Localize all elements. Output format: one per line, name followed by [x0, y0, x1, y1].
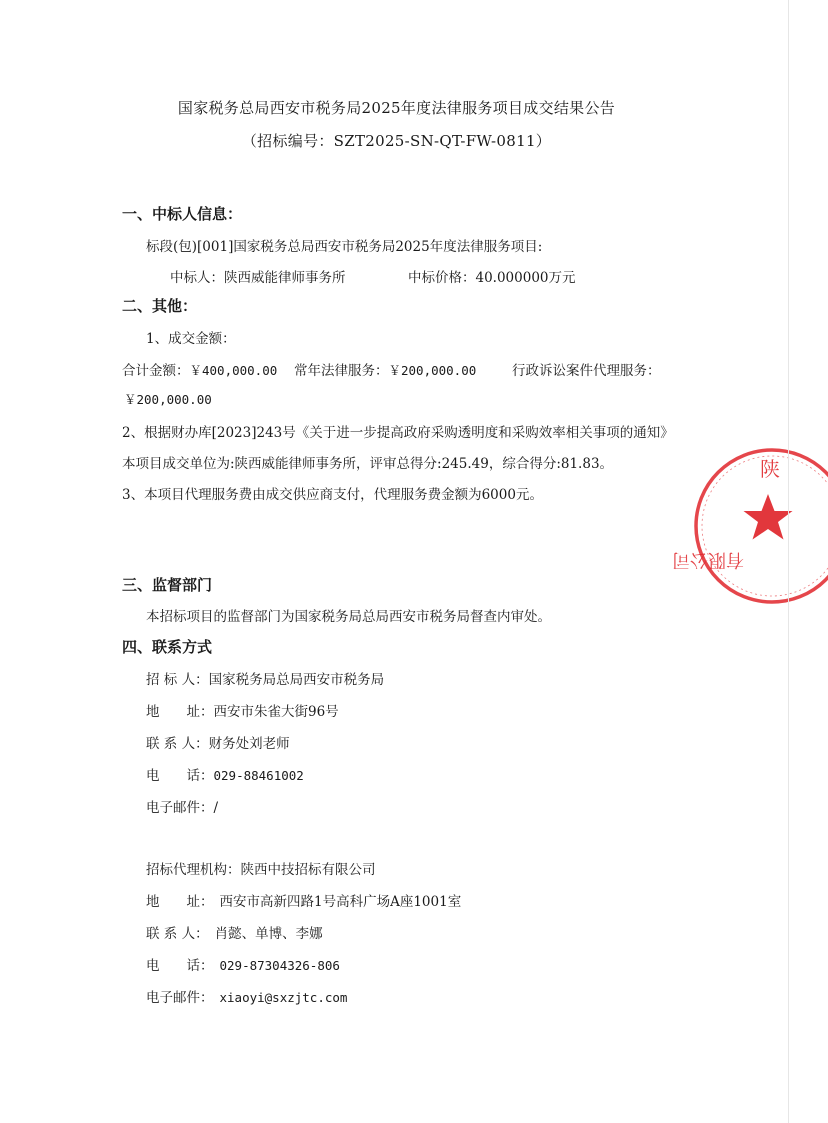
agency-phone: 029-87304326-806 — [219, 958, 340, 973]
lot-line: 标段(包)[001]国家税务总局西安市税务局2025年度法律服务项目: — [146, 239, 543, 255]
buyer-name-label: 招 标 人： — [146, 672, 209, 688]
item3-line: 3、本项目代理服务费由成交供应商支付，代理服务费金额为6000元。 — [122, 487, 543, 503]
admin-value: ￥200,000.00 — [124, 392, 212, 407]
agency-contact-label: 联 系 人： — [146, 926, 209, 942]
buyer-addr-label: 地 址： — [146, 704, 214, 720]
winner-label: 中标人： — [170, 270, 224, 286]
agency-email-label: 电子邮件： — [146, 990, 214, 1006]
scan-edge-line — [788, 0, 789, 1123]
agency-name: 陕西中技招标有限公司 — [240, 862, 376, 878]
item2-line2: 本项目成交单位为:陕西威能律师事务所，评审总得分:245.49，综合得分:81.83。 — [122, 456, 614, 472]
buyer-email-label: 电子邮件： — [146, 800, 214, 816]
buyer-name-line — [146, 668, 384, 688]
seal-text-top: 陕 — [760, 457, 780, 481]
item1-line: 1、成交金额： — [146, 331, 236, 347]
buyer-phone-line — [146, 764, 304, 784]
buyer-phone-label: 电 话： — [146, 768, 214, 784]
section2-heading: 二、其他： — [122, 297, 198, 315]
agency-email: xiaoyi@sxzjtc.com — [219, 990, 348, 1005]
buyer-contact: 财务处刘老师 — [208, 736, 290, 752]
seal-text-bottom: 有限公司 — [672, 549, 744, 570]
price-value: 40.000000万元 — [475, 270, 576, 286]
section3-heading: 三、监督部门 — [122, 576, 213, 594]
price-line — [408, 266, 576, 286]
agency-addr: 西安市高新四路1号高科广场A座1001室 — [219, 894, 462, 910]
legal-value: ￥200,000.00 — [388, 363, 477, 378]
section4-heading: 四、联系方式 — [122, 638, 213, 656]
agency-phone-line — [146, 954, 340, 974]
total-line — [122, 359, 277, 379]
agency-addr-label: 地 址： — [146, 894, 214, 910]
legal-line — [294, 359, 476, 379]
document-title: 国家税务总局西安市税务局2025年度法律服务项目成交结果公告 — [177, 99, 616, 117]
total-label: 合计金额： — [122, 363, 190, 379]
buyer-email: / — [213, 800, 219, 816]
winner-name: 陕西威能律师事务所 — [224, 270, 346, 286]
admin-label: 行政诉讼案件代理服务： — [512, 363, 661, 379]
agency-contact: 肖懿、单博、李娜 — [214, 926, 323, 942]
agency-addr-line — [146, 890, 461, 910]
buyer-email-line — [146, 796, 218, 816]
supervision-text: 本招标项目的监督部门为国家税务局总局西安市税务局督查内审处。 — [146, 609, 551, 625]
legal-label: 常年法律服务： — [294, 363, 389, 379]
agency-phone-label: 电 话： — [146, 958, 214, 974]
winner-line — [170, 266, 346, 286]
company-seal — [672, 446, 828, 606]
agency-contact-line — [146, 922, 323, 942]
buyer-name: 国家税务局总局西安市税务局 — [208, 672, 385, 688]
agency-name-line — [146, 858, 376, 878]
tender-number: （招标编号：SZT2025-SN-QT-FW-0811） — [241, 132, 552, 150]
section1-heading: 一、中标人信息： — [122, 205, 243, 223]
item2-line: 2、根据财办库[2023]243号《关于进一步提高政府采购透明度和采购效率相关事项的通知》 — [122, 425, 674, 441]
buyer-contact-label: 联 系 人： — [146, 736, 209, 752]
buyer-addr-line — [146, 700, 339, 720]
buyer-contact-line — [146, 732, 290, 752]
seal-graphic — [672, 446, 828, 606]
star-icon — [744, 494, 793, 540]
agency-name-label: 招标代理机构： — [146, 862, 241, 878]
buyer-addr: 西安市朱雀大街96号 — [213, 704, 339, 720]
agency-email-line — [146, 986, 347, 1006]
price-label: 中标价格： — [408, 270, 476, 286]
total-value: ￥400,000.00 — [189, 363, 278, 378]
buyer-phone: 029-88461002 — [213, 768, 304, 783]
